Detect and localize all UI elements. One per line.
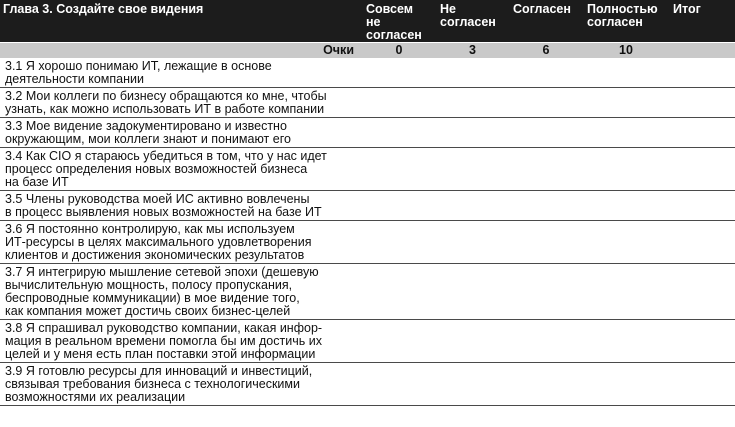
answer-cell-disagree[interactable] — [436, 363, 509, 406]
question-text: 3.7 Я интегрирую мышление сетевой эпохи (дешевую вычислительную мощность, полосу пропускания, беспроводные коммуникации) в мое видение того, как компания может достичь своих бизнес-целей — [0, 264, 362, 320]
answer-cell-agree[interactable] — [509, 148, 583, 191]
answer-cell-strongly-disagree[interactable] — [362, 58, 436, 88]
column-header-strongly-disagree: Совсем не согласен — [362, 0, 436, 43]
chapter-title: Глава 3. Создайте свое видения — [0, 0, 362, 43]
answer-cell-agree[interactable] — [509, 320, 583, 363]
question-row — [0, 148, 735, 191]
answer-cell-strongly-agree[interactable] — [583, 264, 669, 320]
total-cell — [669, 118, 735, 148]
points-value-strongly-disagree: 0 — [362, 43, 436, 59]
question-row — [0, 320, 735, 363]
answer-cell-disagree[interactable] — [436, 221, 509, 264]
answer-cell-agree[interactable] — [509, 191, 583, 221]
header-row — [0, 0, 735, 43]
answer-cell-disagree[interactable] — [436, 88, 509, 118]
answer-cell-strongly-agree[interactable] — [583, 363, 669, 406]
question-row — [0, 88, 735, 118]
points-label: Очки — [0, 43, 362, 59]
answer-cell-strongly-agree[interactable] — [583, 221, 669, 264]
answer-cell-disagree[interactable] — [436, 264, 509, 320]
answer-cell-strongly-agree[interactable] — [583, 88, 669, 118]
points-value-strongly-agree: 10 — [583, 43, 669, 59]
answer-cell-agree[interactable] — [509, 363, 583, 406]
column-header-strongly-agree: Полностью согласен — [583, 0, 669, 43]
answer-cell-strongly-disagree[interactable] — [362, 264, 436, 320]
answer-cell-strongly-agree[interactable] — [583, 118, 669, 148]
column-header-agree: Согласен — [509, 0, 583, 43]
answer-cell-strongly-agree[interactable] — [583, 148, 669, 191]
answer-cell-agree[interactable] — [509, 88, 583, 118]
answer-cell-disagree[interactable] — [436, 191, 509, 221]
total-cell — [669, 320, 735, 363]
question-text: 3.3 Мое видение задокументировано и известно окружающим, мои коллеги знают и понимают его — [0, 118, 362, 148]
question-row — [0, 58, 735, 88]
points-value-disagree: 3 — [436, 43, 509, 59]
question-text: 3.9 Я готовлю ресурсы для инноваций и инвестиций, связывая требования бизнеса с технологическими возможностями их реализации — [0, 363, 362, 406]
total-cell — [669, 148, 735, 191]
answer-cell-strongly-disagree[interactable] — [362, 363, 436, 406]
answer-cell-strongly-disagree[interactable] — [362, 118, 436, 148]
question-text: 3.5 Члены руководства моей ИС активно вовлечены в процесс выявления новых возможностей на базе ИТ — [0, 191, 362, 221]
answer-cell-disagree[interactable] — [436, 58, 509, 88]
answer-cell-strongly-disagree[interactable] — [362, 191, 436, 221]
total-cell — [669, 221, 735, 264]
answer-cell-strongly-agree[interactable] — [583, 191, 669, 221]
answer-cell-agree[interactable] — [509, 58, 583, 88]
total-cell — [669, 264, 735, 320]
column-header-disagree: Не согласен — [436, 0, 509, 43]
column-header-total: Итог — [669, 0, 735, 43]
answer-cell-strongly-agree[interactable] — [583, 58, 669, 88]
question-row — [0, 264, 735, 320]
points-value-agree: 6 — [509, 43, 583, 59]
answer-cell-strongly-disagree[interactable] — [362, 320, 436, 363]
answer-cell-strongly-disagree[interactable] — [362, 88, 436, 118]
answer-cell-strongly-disagree[interactable] — [362, 148, 436, 191]
total-cell — [669, 88, 735, 118]
answer-cell-disagree[interactable] — [436, 320, 509, 363]
answer-cell-disagree[interactable] — [436, 148, 509, 191]
question-text: 3.1 Я хорошо понимаю ИТ, лежащие в основе деятельности компании — [0, 58, 362, 88]
question-text: 3.4 Как CIO я стараюсь убедиться в том, что у нас идет процесс определения новых возможностей бизнеса на базе ИТ — [0, 148, 362, 191]
question-text: 3.2 Мои коллеги по бизнесу обращаются ко мне, чтобы узнать, как можно использовать ИТ в работе компании — [0, 88, 362, 118]
question-row — [0, 221, 735, 264]
answer-cell-strongly-disagree[interactable] — [362, 221, 436, 264]
question-text: 3.6 Я постоянно контролирую, как мы используем ИТ-ресурсы в целях максимального удовлетворения клиентов и достижения экономических результатов — [0, 221, 362, 264]
total-cell — [669, 191, 735, 221]
total-cell — [669, 58, 735, 88]
answer-cell-agree[interactable] — [509, 118, 583, 148]
points-row — [0, 43, 735, 59]
total-cell — [669, 363, 735, 406]
question-row — [0, 363, 735, 406]
answer-cell-disagree[interactable] — [436, 118, 509, 148]
question-row — [0, 191, 735, 221]
answer-cell-strongly-agree[interactable] — [583, 320, 669, 363]
question-text: 3.8 Я спрашивал руководство компании, какая инфор- мация в реальном времени помогла бы им достичь их целей и у меня есть план поставки этой информации — [0, 320, 362, 363]
points-value-total — [669, 43, 735, 59]
answer-cell-agree[interactable] — [509, 264, 583, 320]
answer-cell-agree[interactable] — [509, 221, 583, 264]
question-row — [0, 118, 735, 148]
